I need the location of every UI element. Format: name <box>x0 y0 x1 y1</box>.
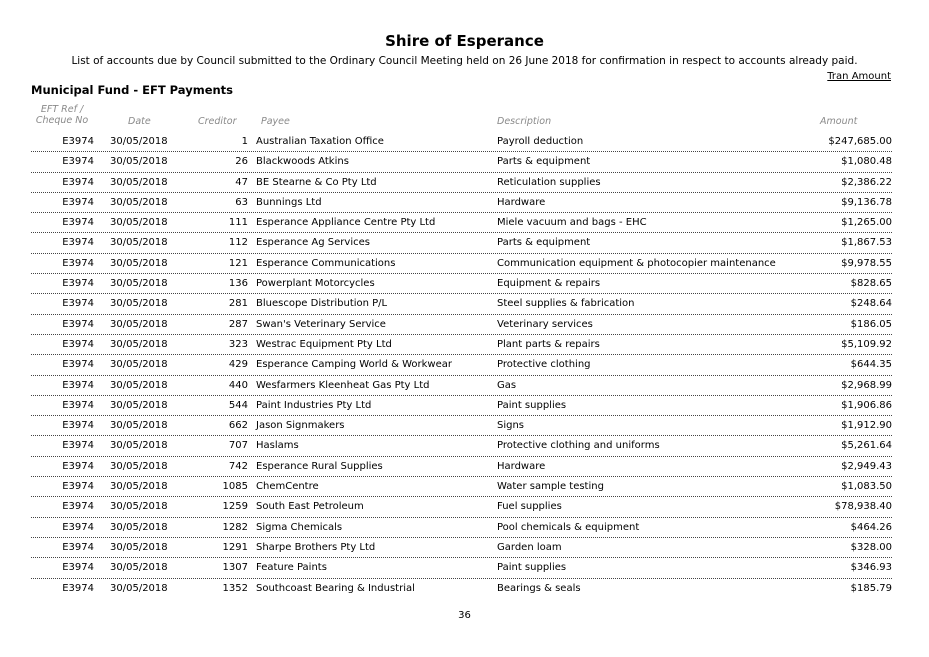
cell-amount: $248.64 <box>850 298 892 310</box>
table-row <box>31 355 892 375</box>
cell-ref: E3974 <box>62 278 94 290</box>
page-subtitle: List of accounts due by Council submitted to the Ordinary Council Meeting held on 26 June 2018 for confirmation in respect to accounts already paid. <box>71 55 858 67</box>
column-header-creditor: Creditor <box>198 116 237 127</box>
table-row <box>31 538 892 558</box>
cell-ref: E3974 <box>62 338 94 350</box>
cell-amount: $2,968.99 <box>841 379 892 391</box>
cell-description: Garden loam <box>497 541 562 553</box>
cell-ref: E3974 <box>62 399 94 411</box>
cell-date: 30/05/2018 <box>110 176 168 188</box>
cell-payee: Esperance Appliance Centre Pty Ltd <box>256 217 436 229</box>
cell-description: Communication equipment & photocopier maintenance <box>497 257 776 269</box>
cell-ref: E3974 <box>62 562 94 574</box>
cell-date: 30/05/2018 <box>110 481 168 493</box>
cell-creditor: 63 <box>235 196 248 208</box>
cell-date: 30/05/2018 <box>110 217 168 229</box>
cell-date: 30/05/2018 <box>110 379 168 391</box>
cell-amount: $346.93 <box>850 562 892 574</box>
cell-payee: Feature Paints <box>256 562 327 574</box>
cell-ref: E3974 <box>62 298 94 310</box>
cell-creditor: 111 <box>228 217 248 229</box>
table-row <box>31 193 892 213</box>
cell-payee: Haslams <box>256 440 299 452</box>
section-title: Municipal Fund - EFT Payments <box>31 83 234 97</box>
tran-amount-link[interactable]: Tran Amount <box>827 71 891 82</box>
table-row <box>31 518 892 538</box>
cell-payee: Blackwoods Atkins <box>256 156 349 168</box>
cell-payee: Australian Taxation Office <box>256 136 384 147</box>
cell-payee: Esperance Ag Services <box>256 237 370 249</box>
cell-ref: E3974 <box>62 136 94 147</box>
cell-description: Steel supplies & fabrication <box>497 298 635 310</box>
cell-payee: Southcoast Bearing & Industrial <box>256 582 415 594</box>
cell-description: Parts & equipment <box>497 156 591 168</box>
cell-description: Hardware <box>497 196 546 208</box>
cell-description: Fuel supplies <box>497 501 562 513</box>
cell-description: Payroll deduction <box>497 136 584 147</box>
cell-creditor: 707 <box>228 440 248 452</box>
cell-payee: Swan's Veterinary Service <box>256 318 386 330</box>
cell-payee: Esperance Communications <box>256 257 396 269</box>
cell-description: Water sample testing <box>497 481 604 493</box>
cell-description: Parts & equipment <box>497 237 591 249</box>
cell-payee: Jason Signmakers <box>256 420 345 432</box>
cell-payee: Powerplant Motorcycles <box>256 278 375 290</box>
cell-creditor: 1259 <box>222 501 248 513</box>
cell-date: 30/05/2018 <box>110 562 168 574</box>
cell-creditor: 323 <box>228 338 248 350</box>
cell-payee: Bluescope Distribution P/L <box>256 298 388 310</box>
cell-description: Protective clothing and uniforms <box>497 440 660 452</box>
cell-amount: $2,386.22 <box>841 176 892 188</box>
cell-date: 30/05/2018 <box>110 196 168 208</box>
cell-ref: E3974 <box>62 359 94 371</box>
cell-payee: ChemCentre <box>256 481 319 493</box>
cell-description: Reticulation supplies <box>497 176 601 188</box>
cell-payee: Esperance Camping World & Workwear <box>256 359 452 371</box>
cell-amount: $1,912.90 <box>841 420 892 432</box>
cell-description: Signs <box>497 420 525 432</box>
cell-amount: $5,109.92 <box>841 338 892 350</box>
column-header-amount: Amount <box>820 116 858 127</box>
cell-payee: BE Stearne & Co Pty Ltd <box>256 176 377 188</box>
cell-creditor: 121 <box>228 257 248 269</box>
table-row <box>31 416 892 436</box>
table-row <box>31 233 892 253</box>
cell-ref: E3974 <box>62 440 94 452</box>
cell-creditor: 1085 <box>222 481 248 493</box>
cell-amount: $464.26 <box>850 521 892 533</box>
cell-description: Plant parts & repairs <box>497 338 600 350</box>
cell-ref: E3974 <box>62 257 94 269</box>
table-row <box>31 497 892 517</box>
column-header-payee: Payee <box>261 116 290 127</box>
cell-creditor: 544 <box>228 399 248 411</box>
cell-description: Protective clothing <box>497 359 591 371</box>
page-title: Shire of Esperance <box>385 32 544 50</box>
cell-amount: $1,080.48 <box>841 156 892 168</box>
cell-date: 30/05/2018 <box>110 460 168 472</box>
cell-amount: $1,906.86 <box>841 399 892 411</box>
cell-date: 30/05/2018 <box>110 582 168 594</box>
cell-creditor: 287 <box>228 318 248 330</box>
cell-date: 30/05/2018 <box>110 521 168 533</box>
cell-date: 30/05/2018 <box>110 136 168 147</box>
table-row <box>31 396 892 416</box>
cell-creditor: 662 <box>228 420 248 432</box>
table-row <box>31 579 892 598</box>
cell-amount: $9,978.55 <box>841 257 892 269</box>
cell-creditor: 136 <box>228 278 248 290</box>
cell-amount: $644.35 <box>850 359 892 371</box>
cell-date: 30/05/2018 <box>110 298 168 310</box>
cell-payee: South East Petroleum <box>256 501 364 513</box>
column-header-ref-line2: Cheque No <box>35 115 89 126</box>
table-row <box>31 315 892 335</box>
column-header-ref-line1: EFT Ref / <box>40 104 84 115</box>
cell-payee: Wesfarmers Kleenheat Gas Pty Ltd <box>256 379 430 391</box>
cell-ref: E3974 <box>62 521 94 533</box>
table-row <box>31 213 892 233</box>
cell-description: Hardware <box>497 460 546 472</box>
table-row <box>31 254 892 274</box>
cell-description: Miele vacuum and bags - EHC <box>497 217 647 229</box>
cell-amount: $5,261.64 <box>841 440 892 452</box>
cell-amount: $247,685.00 <box>828 136 892 147</box>
cell-creditor: 429 <box>228 359 248 371</box>
cell-creditor: 1291 <box>222 541 248 553</box>
cell-creditor: 112 <box>228 237 248 249</box>
table-row <box>31 173 892 193</box>
cell-ref: E3974 <box>62 318 94 330</box>
cell-date: 30/05/2018 <box>110 440 168 452</box>
payments-table <box>31 132 892 598</box>
cell-date: 30/05/2018 <box>110 278 168 290</box>
table-row <box>31 274 892 294</box>
cell-amount: $78,938.40 <box>834 501 892 513</box>
cell-description: Gas <box>497 379 517 391</box>
cell-ref: E3974 <box>62 379 94 391</box>
cell-payee: Paint Industries Pty Ltd <box>256 399 372 411</box>
cell-amount: $185.79 <box>850 582 892 594</box>
table-row <box>31 457 892 477</box>
cell-date: 30/05/2018 <box>110 156 168 168</box>
cell-ref: E3974 <box>62 460 94 472</box>
cell-ref: E3974 <box>62 176 94 188</box>
cell-ref: E3974 <box>62 237 94 249</box>
cell-creditor: 1 <box>241 136 248 147</box>
column-header-description: Description <box>497 116 552 127</box>
column-header-ref <box>34 104 90 126</box>
table-row <box>31 152 892 172</box>
cell-description: Paint supplies <box>497 562 567 574</box>
cell-creditor: 742 <box>228 460 248 472</box>
cell-date: 30/05/2018 <box>110 338 168 350</box>
cell-payee: Westrac Equipment Pty Ltd <box>256 338 392 350</box>
cell-date: 30/05/2018 <box>110 501 168 513</box>
cell-amount: $828.65 <box>850 278 892 290</box>
cell-ref: E3974 <box>62 420 94 432</box>
cell-amount: $186.05 <box>850 318 892 330</box>
cell-creditor: 1352 <box>222 582 248 594</box>
table-row <box>31 376 892 396</box>
cell-creditor: 47 <box>235 176 248 188</box>
cell-amount: $2,949.43 <box>841 460 892 472</box>
cell-amount: $9,136.78 <box>841 196 892 208</box>
table-row <box>31 436 892 456</box>
cell-creditor: 281 <box>228 298 248 310</box>
cell-ref: E3974 <box>62 217 94 229</box>
table-row <box>31 294 892 314</box>
table-row <box>31 335 892 355</box>
cell-date: 30/05/2018 <box>110 420 168 432</box>
cell-description: Pool chemicals & equipment <box>497 521 640 533</box>
cell-description: Equipment & repairs <box>497 278 601 290</box>
cell-payee: Sigma Chemicals <box>256 521 343 533</box>
cell-creditor: 1307 <box>222 562 248 574</box>
cell-date: 30/05/2018 <box>110 318 168 330</box>
table-row <box>31 132 892 152</box>
cell-creditor: 26 <box>235 156 248 168</box>
cell-amount: $328.00 <box>850 541 892 553</box>
cell-date: 30/05/2018 <box>110 399 168 411</box>
cell-payee: Bunnings Ltd <box>256 196 322 208</box>
cell-description: Paint supplies <box>497 399 567 411</box>
table-row <box>31 477 892 497</box>
cell-date: 30/05/2018 <box>110 257 168 269</box>
cell-creditor: 1282 <box>222 521 248 533</box>
column-header-date: Date <box>128 116 151 127</box>
cell-ref: E3974 <box>62 501 94 513</box>
cell-date: 30/05/2018 <box>110 237 168 249</box>
cell-creditor: 440 <box>228 379 248 391</box>
cell-ref: E3974 <box>62 156 94 168</box>
table-row <box>31 558 892 578</box>
cell-date: 30/05/2018 <box>110 359 168 371</box>
cell-ref: E3974 <box>62 541 94 553</box>
cell-payee: Sharpe Brothers Pty Ltd <box>256 541 376 553</box>
cell-amount: $1,083.50 <box>841 481 892 493</box>
cell-ref: E3974 <box>62 582 94 594</box>
cell-description: Bearings & seals <box>497 582 581 594</box>
page-number: 36 <box>458 610 471 621</box>
cell-payee: Esperance Rural Supplies <box>256 460 383 472</box>
cell-date: 30/05/2018 <box>110 541 168 553</box>
cell-description: Veterinary services <box>497 318 593 330</box>
cell-ref: E3974 <box>62 196 94 208</box>
cell-amount: $1,867.53 <box>841 237 892 249</box>
cell-ref: E3974 <box>62 481 94 493</box>
cell-amount: $1,265.00 <box>841 217 892 229</box>
